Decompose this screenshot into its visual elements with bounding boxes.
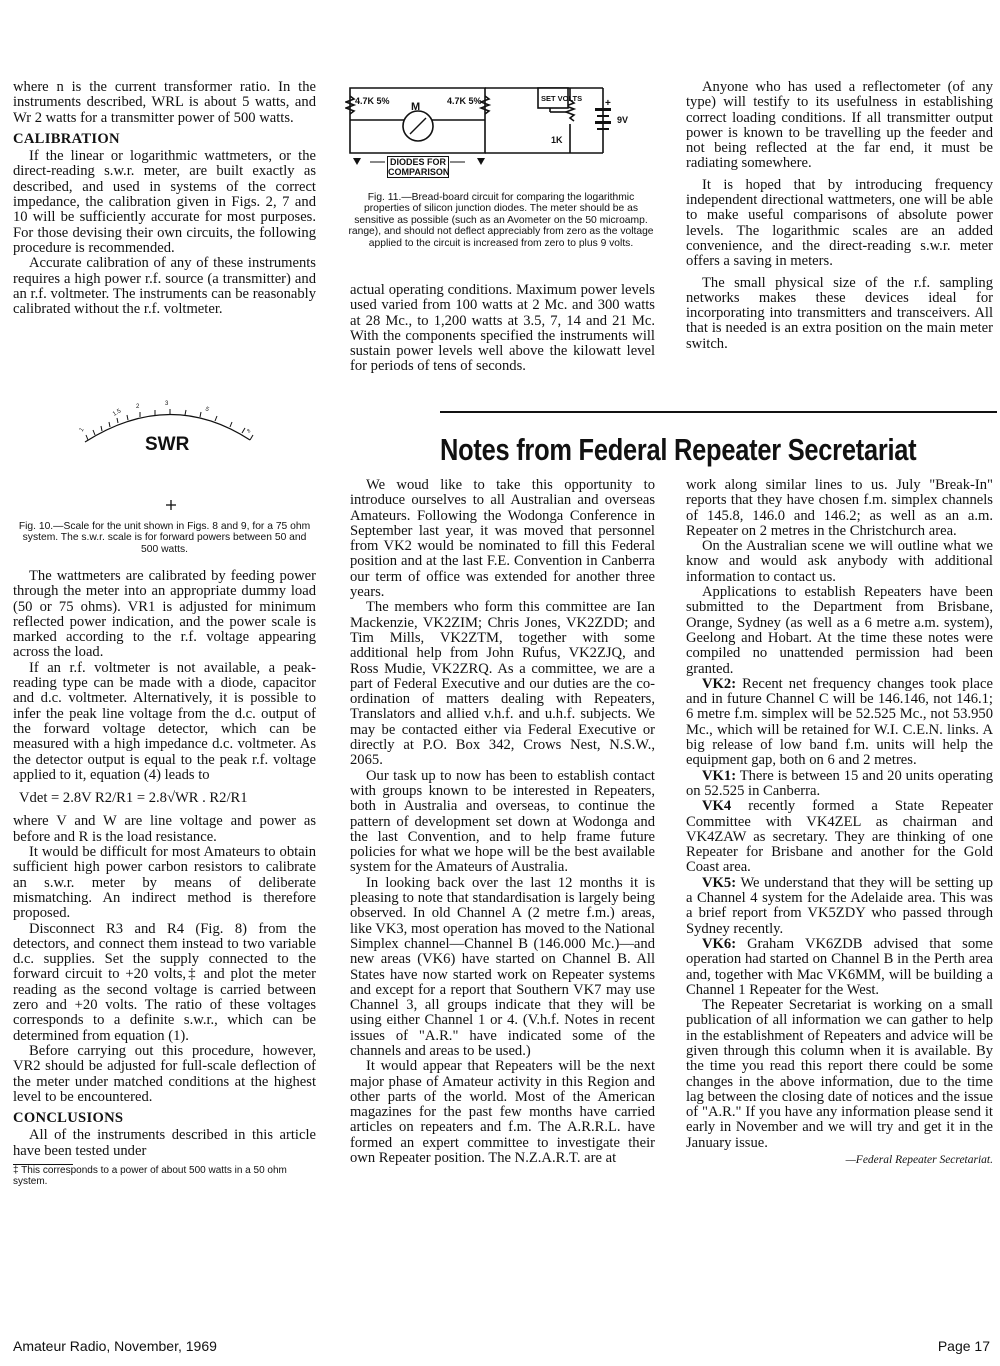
paragraph-text: Recent net frequency changes took place and in future Channel C will be 146.146, not 146.1; 6 metre f.m. simplex will be 52.525 Mc., not 53.950 Mc., which will be retained for W.I. C.E.N. links. A big release of low band f.m. units will help the equipment gap, both on 6 and 2 metres. — [686, 675, 993, 769]
paragraph: It is hoped that by introducing frequency independent directional wattmeters, one will be able to make useful comparisons of absolute power levels. The logarithmic scales are an added convenience, and the direct-reading s.w.r. meter offers a saving in meters. — [686, 176, 993, 270]
pot-label: 1K — [551, 135, 563, 145]
tick-label: 1 — [78, 426, 86, 434]
tick-label: ∞ — [244, 427, 252, 435]
paragraph: Before carrying out this procedure, however, VR2 should be adjusted for full-scale deflection of the meter under matched conditions at the highest level to be encountered. — [13, 1042, 316, 1105]
figure-11-circuit — [345, 78, 655, 188]
battery-plus: + — [605, 98, 611, 109]
footer-page-number: Page 17 — [937, 1338, 990, 1354]
paragraph-text: recently formed a State Repeater Committee with VK4ZEL as chairman and VK4ZAW as secretary. They are thinking of one Repeater for Brisbane and another for the Gold Coast area. — [686, 798, 993, 876]
paragraph: On the Australian scene we will outline what we know and would ask anybody with additional information to contact us. — [686, 538, 993, 585]
paragraph: Our task up to now has been to establish contact with groups known to be interested in Repeaters, both in Australia and overseas, to continue the pattern of development set down at Wodonga and the last Convention, and to help frame future policies for what we hope will be the best available system for the Amateurs of Australia. — [350, 767, 655, 876]
column-1-bottom — [13, 569, 316, 1187]
paragraph: Anyone who has used a reflectometer (of any type) will testify to its usefulness in establishing correct loading conditions. If all transmitter output power is known to be travelling up the feeder and not being reflected at the far end, it must be radiating somewhere. — [686, 79, 993, 172]
paragraph-vk6 — [686, 937, 993, 998]
paragraph: The Repeater Secretariat is working on a small publication of all information we can gather to help in the establishment of Repeaters and advice will be given through this column when it is available. By the time you read this report there could be some changes in the above information, due to the time lag between the closing date of notices and the issue of "A.R." If you have any information please send it early in November and we will try and get it in the January issue. — [686, 997, 993, 1151]
paragraph: It would appear that Repeaters will be the next major phase of Amateur activity in this Region and other parts of the world. Most of the American magazines for the past few months have carried articles on repeaters and f.m. The A.R.R.L. have formed an expert committee to investigate their own Repeater position. The N.Z.A.R.T. are at — [350, 1058, 655, 1167]
resistor-label: 4.7K 5% — [447, 96, 482, 106]
paragraph: All of the instruments described in this article have been tested under — [13, 1127, 316, 1159]
paragraph-vk5 — [686, 876, 993, 937]
footer-publication: Amateur Radio, November, 1969 — [13, 1338, 217, 1354]
callsign-label: VK6: — [702, 935, 737, 952]
column-1-top — [13, 80, 316, 317]
swr-scale-figure — [60, 390, 310, 520]
paragraph-vk1 — [686, 769, 993, 800]
paragraph: If the linear or logarithmic wattmeters, or the direct-reading s.w.r. meter, are built exactly as described, and used in systems of the correct impedance, the calibration given in Figs. 2, 7 and 10 will be sufficiently accurate for most purposes. For those devising their own circuits, the following procedure is recommended. — [13, 148, 316, 256]
paragraph: actual operating conditions. Maximum power levels used varied from 100 watts at 2 Mc. and 300 watts at 28 Mc., to 1,200 watts at 3.5, 7, 14 and 21 Mc. With the components specified the instruments will sustain power levels well above the kilowatt level for periods of tens of seconds. — [350, 282, 655, 375]
swr-scale-arc — [60, 390, 310, 520]
section-heading-calibration: CALIBRATION — [13, 130, 120, 147]
paragraph: If an r.f. voltmeter is not available, a peak-reading type can be made with a diode, capacitor and d.c. voltmeter. Alternatively, it is possible to infer the peak line voltage from the d.c. output of the forward voltage detector, which can be measured with a high impedance d.c. voltmeter. As the detector output is equal to the peak r.f. voltage applied to it, equation (4) leads to — [13, 659, 316, 783]
paragraph-text: There is between 15 and 20 units operating on 52.525 in Canberra. — [686, 767, 993, 799]
paragraph-vk4 — [686, 799, 993, 875]
paragraph: We woud like to take this opportunity to introduce ourselves to all Australian and overseas Amateurs. Following the Wodonga Conference in September last year, it was moved that personnel from VK2 would be nominated to fill this Federal position and at the last F.E. Convention in Canberra our term of office was extended for another three years. — [350, 477, 655, 601]
paragraph-text: Graham VK6ZDB advised that some operation had started on Channel B in the Perth area and, together with Mac VK6MM, will be building a Channel 1 Repeater for the West. — [686, 935, 993, 998]
resistor-label: 4.7K 5% — [355, 96, 390, 106]
paragraph: The small physical size of the r.f. sampling networks makes these devices ideal for incorporating into transmitters and transceivers. All that is needed is an extra position on the main meter switch. — [686, 274, 993, 352]
column-2-top — [350, 283, 655, 375]
callsign-label: VK2: — [702, 675, 737, 692]
paragraph: The wattmeters are calibrated by feeding power through the meter into an appropriate dummy load (50 or 75 ohms). VR1 is adjusted for minimum reflected power indication, and the power scale is marked according to the r.f. voltage appearing across the load. — [13, 568, 316, 661]
paragraph: The members who form this committee are Ian Mackenzie, VK2ZIM; Chris Jones, VK2ZDD; and Tim Mills, VK2ZTM, together with some additional help from John Rufus, VK2ZJQ, and Ross Mudie, VK2ZRQ. As a committee, we are a part of Federal Executive and our duties are the co-ordination of matters dealing with Repeaters, Translators and allied v.h.f. and u.h.f. subjects. We may be contacted either via Federal Executive or directly at P.O. Box 342, Crows Nest, N.S.W., 2065. — [350, 599, 655, 769]
column-2-notes — [350, 478, 655, 1166]
paragraph: where n is the current transformer ratio. In the instruments described, WRL is about 5 watts, and Wr 2 watts for a transmitter power of 500 watts. — [13, 79, 316, 126]
paragraph: In looking back over the last 12 months it is pleasing to note that standardisation is largely being observed. In old Channel A (2 metre f.m.) areas, like VK3, most operation has moved to the National Simplex channel—Channel B (146.000 Mc.)—and new areas (VK6) have started on Channel B. All States have now started work on Repeater systems and except for a report that Southern VK7 may use Channel 3, all groups indicate that they will be using either Channel 1 or 4. (V.h.f. Notes in recent issues of "A.R." have indicated some of the channels and areas to be used.) — [350, 874, 655, 1059]
equation: Vdet = 2.8V R2/R1 = 2.8√WR . R2/R1 — [19, 790, 248, 807]
swr-scale-label: SWR — [145, 434, 190, 455]
callsign-label: VK4 — [702, 798, 732, 815]
tick-label: 5 — [204, 406, 210, 414]
signature: —Federal Repeater Secretariat. — [845, 1154, 993, 1167]
section-heading-conclusions: CONCLUSIONS — [13, 1110, 124, 1127]
column-3-top — [686, 80, 993, 352]
callsign-label: VK5: — [702, 874, 737, 891]
figure-11-caption: Fig. 11.—Bread-board circuit for comparing the logarithmic properties of silicon junction diodes. The meter should be as sensitive as possible (such as an Avometer on the 50 microamp. range), and should not deflect appreciably from zero as the voltage applied to the circuit is increased from zero to plus 9 volts. — [348, 192, 654, 249]
article-title: Notes from Federal Repeater Secretariat — [440, 432, 917, 467]
column-3-notes — [686, 478, 993, 1168]
paragraph: Accurate calibration of any of these instruments requires a high power r.f. source (a transmitter) and an r.f. voltmeter. The instruments can be reasonably calibrated without the r.f. voltmeter. — [13, 255, 316, 318]
paragraph: where V and W are line voltage and power as before and R is the load resistance. — [13, 813, 316, 845]
diodes-label: DIODES FOR COMPARISON — [388, 157, 450, 177]
battery-label: 9V — [617, 115, 629, 125]
paragraph-text: We understand that they will be setting up a Channel 4 system for the Adelaide area. This was a brief report from VK5ZDY who passed through Sydney recently. — [686, 874, 993, 937]
paragraph: Disconnect R3 and R4 (Fig. 8) from the detectors, and connect them instead to two variable d.c. supplies. Set the supply connected to the forward circuit to +20 volts,‡ and plot the meter reading as the second voltage is carried between zero and +20 volts. The ratio of these voltages corresponds to a definite s.w.r., which can be determined from equation (1). — [13, 920, 316, 1044]
tick-label: 3 — [165, 401, 169, 407]
paragraph: work along similar lines to us. July "Break-In" reports that they have chosen f.m. simplex channels of 145.8, 146.0 and 146.2; as well as an a.m. Repeater on 2 metres in the Christchurch area. — [686, 477, 993, 539]
paragraph-vk2 — [686, 677, 993, 769]
footnote: ‡ This corresponds to a power of about 500 watts in a 50 ohm system. — [13, 1164, 287, 1187]
tick-label: 1.5 — [112, 408, 123, 418]
meter-label: M — [411, 101, 421, 113]
figure-10-caption: Fig. 10.—Scale for the unit shown in Figs. 8 and 9, for a 75 ohm system. The s.w.r. scale is for forward powers between 50 and 500 watts. — [18, 521, 311, 555]
title-rule — [440, 411, 997, 413]
paragraph: Applications to establish Repeaters have been submitted to the Department from Brisbane, Orange, Sydney (as well as a 6 metre a.m. system), Geelong and Hobart. At the time these notes were compiled no unattended permission had been granted. — [686, 584, 993, 677]
callsign-label: VK1: — [702, 767, 737, 784]
tick-label: 2 — [136, 404, 140, 410]
set-volts-label: SET VOLTS — [541, 94, 583, 103]
paragraph: It would be difficult for most Amateurs to obtain sufficient high power carbon resistors to calibrate an s.w.r. meter by means of deliberate mismatching. An indirect method is therefore proposed. — [13, 844, 316, 922]
